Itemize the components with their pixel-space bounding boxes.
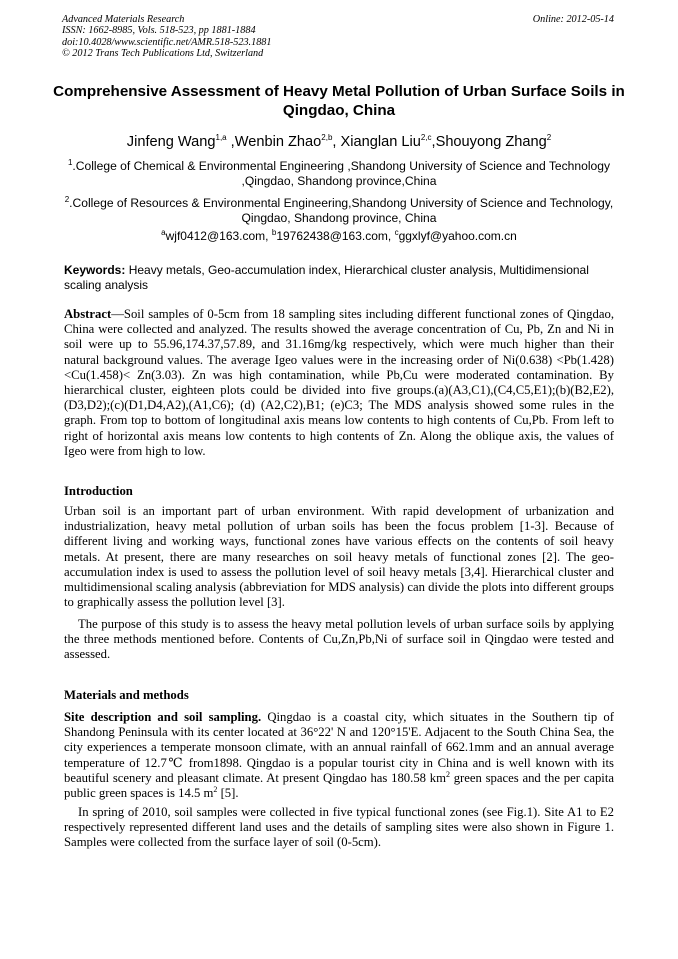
author-affiliation-marker: 2,b <box>321 133 333 142</box>
keywords <box>64 263 614 292</box>
paper-title: Comprehensive Assessment of Heavy Metal Pollution of Urban Surface Soils in Qingdao, China <box>53 83 625 119</box>
email-address: 19762438@163.com, <box>276 229 395 243</box>
journal-copyright: © 2012 Trans Tech Publications Ltd, Switzerland <box>62 48 264 60</box>
abstract <box>64 307 614 459</box>
journal-issn: ISSN: 1662-8985, Vols. 518-523, pp 1881-1884 <box>62 25 256 37</box>
section-heading-materials-methods: Materials and methods <box>64 688 189 702</box>
email-marker: a <box>161 228 166 237</box>
journal-doi: doi:10.4028/www.scientific.net/AMR.518-523.1881 <box>62 36 272 48</box>
author-name: Jinfeng Wang <box>126 133 216 150</box>
affiliation-text: .College of Chemical & Environmental Engineering ,Shandong University of Science and Technology ,Qingdao, Shandong province,China <box>72 159 611 189</box>
author-affiliation-marker: 1,a <box>215 133 227 142</box>
email-marker: b <box>271 228 277 237</box>
methods-text: [5]. <box>217 786 239 801</box>
affiliation-number: 1 <box>67 158 73 167</box>
author-emails <box>40 228 638 243</box>
journal-name: Advanced Materials Research <box>62 14 185 25</box>
affiliation-text: .College of Resources & Environmental Engineering,Shandong University of Science and Technology, Qingdao, Shandong province, China <box>69 196 614 226</box>
methods-paragraph-2: In spring of 2010, soil samples were collected in five typical functional zones (see Fig.1). Site A1 to E2 respectively represented different land uses and the details of sampling sites were also shown in Figure 1. Samples were collected from the surface layer of soil (0-5cm). <box>64 805 614 850</box>
section-heading-introduction: Introduction <box>64 484 133 498</box>
author-affiliation-marker: 2 <box>546 133 552 142</box>
abstract-text: —Soil samples of 0-5cm from 18 sampling sites including different functional zones of Qingdao, China were collected and analyzed. The results showed the average concentration of Cu, Pb, Zn and Ni in soil were up to 55.96,174.37,57.89, and 31.16mg/kg respectively, which were much higher than their natural background values. The average Igeo values were in the increasing order of Ni(0.638) <Pb(1.428)<Cu(1.458)< Zn(3.03). Zn was high contamination, while Pb,Cu were moderated contamination. By hierarchical cluster, eighteen plots could be divided into five groups.(a)(A3,C1),(C4,C5,E1);(b)(B2,E2),(D3,D2);(c)(D1,D4,A2),(A1,C6); (d) (A2,C2),B1; (e)C3; The MDS analysis showed some rules in the graph. From top to bottom of longitudinal axis means low contents to high contents of Cu,Pb. From left to right of horizontal axis means low contents to high contents of Zn. Along the oblique axis, the values of Igeo were from high to low. <box>64 307 614 458</box>
methods-text: Qingdao is a coastal city, which situates in the Southern tip of Shandong Peninsula with its center located at 36°22' N and 120°15'E. Adjacent to the South China Sea, the city experiences a temperate monsoon climate, with an annual rainfall of 662.1mm and an annual average temperature of 12.7℃ from1898. Qingdao is a popular tourist city in China and is well known with its beautiful scenery and pleasant climate. At present Qingdao has 180.58 km <box>64 710 615 785</box>
email-address: ggxlyf@yahoo.com.cn <box>398 229 517 243</box>
methods-text: green spaces and the per capita public green spaces is 14.5 m <box>64 770 614 801</box>
keywords-label: Keywords: <box>64 263 126 277</box>
keywords-text: Heavy metals, Geo-accumulation index, Hierarchical cluster analysis, Multidimensional scaling analysis <box>64 263 589 292</box>
author-affiliation-marker: 2,c <box>420 133 432 142</box>
subsection-label: Site description and soil sampling. <box>64 710 262 724</box>
author-list <box>40 129 638 151</box>
superscript: 2 <box>445 769 450 779</box>
author-name: ,Wenbin Zhao <box>226 133 322 150</box>
author-name: , Xianglan Liu <box>332 133 421 150</box>
abstract-label: Abstract <box>64 307 112 321</box>
introduction-paragraph-2: The purpose of this study is to assess the heavy metal pollution levels of urban surface soils by applying the three methods mentioned before. Contents of Cu,Zn,Pb,Ni of surface soil in Qingdao were tested and assessed. <box>64 617 614 662</box>
online-date: Online: 2012-05-14 <box>532 14 614 25</box>
introduction-paragraph-1: Urban soil is an important part of urban environment. With rapid development of urbanization and industrialization, heavy metal pollution of urban soils has been the focus problem [1-3]. Because of different living and working ways, functional zones have various effects on the contents of soil heavy metals. At present, there are many researches on soil heavy metals of functional zones [2]. The geo-accumulation index is used to assess the pollution level of soil heavy metals [3,4]. Hierarchical cluster and multidimensional scaling analysis (abbreviation for MDS analysis) can divide the plots into different groups to graphically assess the pollution level [3]. <box>64 504 614 610</box>
affiliation-1 <box>62 155 616 189</box>
affiliation-2 <box>62 192 616 226</box>
superscript: 2 <box>213 784 218 794</box>
author-name: ,Shouyong Zhang <box>431 133 547 150</box>
email-address: wjf0412@163.com, <box>165 229 272 243</box>
affiliation-number: 2 <box>64 195 70 204</box>
email-marker: c <box>394 228 399 237</box>
journal-header <box>62 14 271 60</box>
methods-paragraph-1 <box>64 710 614 801</box>
